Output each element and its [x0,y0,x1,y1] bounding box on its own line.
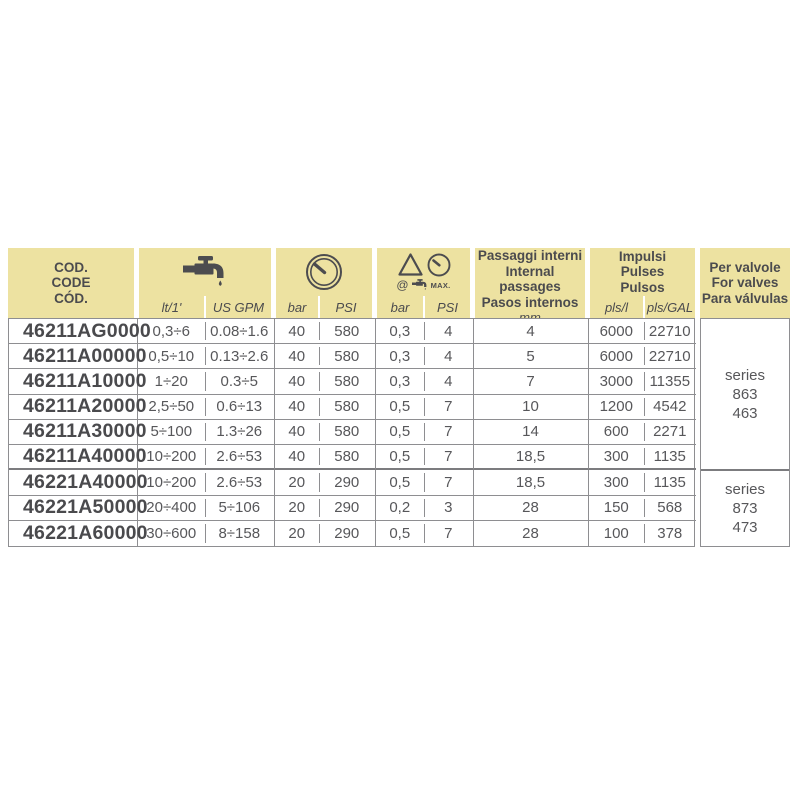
cell-lt: 2,5÷50 [138,395,206,420]
cell-plsgal: 4542 [644,395,696,420]
cell-dpsi: 7 [424,521,474,546]
cell-mm: 28 [474,496,589,521]
cell-bar: 40 [275,319,320,344]
header-code-line: COD. [54,259,88,275]
at-sign: @ [396,278,409,292]
cell-mm: 4 [474,319,589,344]
valve-series-column [700,318,790,547]
cell-lt: 0,5÷10 [138,344,206,369]
cell-lt: 10÷200 [138,445,206,470]
cell-mm: 28 [474,521,589,546]
cell-plsgal: 568 [644,496,696,521]
unit-us-gpm: US GPM [204,296,271,318]
cell-plsl: 6000 [589,319,645,344]
cell-dbar: 0,2 [376,496,425,521]
cell-dpsi: 4 [424,319,474,344]
cell-code: 46211A10000 [9,369,138,394]
cell-plsgal: 2271 [644,420,696,445]
header-code-line: CÓD. [54,290,88,306]
valves-labels [700,260,790,307]
cell-lt: 30÷600 [138,521,206,546]
cell-plsl: 3000 [589,369,645,394]
cell-dbar: 0,5 [376,420,425,445]
cell-bar: 20 [275,496,320,521]
cell-gpm: 5÷106 [205,496,275,521]
valve-series-cell [701,319,789,469]
cell-bar: 40 [275,344,320,369]
cell-psi: 580 [319,344,376,369]
valve-series-line: 473 [732,519,758,536]
unit-lt-per-min: lt/1' [161,299,182,315]
cell-plsl: 1200 [589,395,645,420]
valve-series-line: series [724,481,765,498]
cell-dpsi: 4 [424,369,474,394]
cell-plsgal: 22710 [644,344,696,369]
pulses-line: Pulses [620,264,665,280]
header-code-labels [8,260,134,307]
valves-line: Para válvulas [701,290,789,306]
cell-lt: 20÷400 [138,496,206,521]
cell-gpm: 2.6÷53 [205,470,275,495]
valve-series-line: 463 [732,404,758,422]
faucet-small-icon [412,279,428,291]
pressure-drop-units-row [377,296,470,318]
cell-dbar: 0,5 [376,521,425,546]
cell-bar: 20 [275,521,320,546]
cell-gpm: 0.08÷1.6 [205,319,275,344]
cell-dbar: 0,3 [376,319,425,344]
cell-code: 46211A40000 [9,445,138,470]
cell-mm: 14 [474,420,589,445]
cell-plsl: 100 [589,521,645,546]
faucet-icon [183,256,228,289]
cell-code: 46211A30000 [9,420,138,445]
cell-gpm: 1.3÷26 [205,420,275,445]
cell-dpsi: 7 [424,420,474,445]
cell-bar: 40 [275,420,320,445]
header-pressure-block [276,248,372,318]
cell-mm: 7 [474,369,589,394]
pressure-drop-icon-area [377,248,470,296]
cell-psi: 580 [319,395,376,420]
cell-gpm: 0.13÷2.6 [205,344,275,369]
header-passages-block [475,248,585,318]
cell-plsgal: 11355 [644,369,696,394]
cell-dbar: 0,5 [376,470,425,495]
cell-mm: 18,5 [474,445,589,470]
header-flow-block [139,248,271,318]
cell-plsl: 300 [589,470,645,495]
cell-lt: 0,3÷6 [138,319,206,344]
cell-dpsi: 3 [424,496,474,521]
cell-mm: 10 [474,395,589,420]
pulses-line: Impulsi [618,248,667,264]
valve-series-cell [701,469,789,546]
table-body [8,318,790,547]
cell-plsgal: 22710 [644,319,696,344]
cell-code: 46211A20000 [9,395,138,420]
cell-code: 46221A40000 [9,470,138,495]
cell-psi: 290 [319,496,376,521]
pulses-title-area [590,248,695,296]
cell-plsgal: 378 [657,524,683,542]
cell-dpsi: 4 [424,344,474,369]
cell-lt: 1÷20 [138,369,206,394]
cell-bar: 20 [275,470,320,495]
cell-plsl: 600 [589,420,645,445]
header-valves-block [700,248,790,318]
cell-dbar: 0,5 [376,445,425,470]
cell-dbar: 0,5 [376,395,425,420]
cell-gpm: 2.6÷53 [205,445,275,470]
valve-series-line: 863 [732,385,758,403]
max-label: MAX. [430,280,451,290]
cell-lt: 5÷100 [138,420,206,445]
pressure-units-row [276,296,372,318]
pressure-icon-area [276,248,372,296]
header-code-line: CODE [51,275,91,291]
cell-plsl: 300 [589,445,645,470]
spec-table [8,248,790,547]
cell-plsgal: 1135 [644,470,696,495]
passages-title-area [475,248,585,310]
cell-psi: 580 [319,319,376,344]
pulses-labels [619,249,666,296]
cell-bar: 40 [275,369,320,394]
cell-plsl: 6000 [589,344,645,369]
gauge-icon [305,253,343,291]
passages-labels [475,248,585,310]
valve-series-line: series [724,366,765,384]
valves-line: For valves [711,275,779,291]
passages-line: Internal passages [499,263,561,294]
flow-units-row [139,296,271,318]
cell-lt: 10÷200 [138,470,206,495]
cell-plsgal: 1135 [644,445,696,470]
cell-psi: 580 [319,420,376,445]
cell-gpm: 8÷158 [205,521,275,546]
passages-line: Passaggi interni [477,248,583,263]
cell-code: 46221A60000 [9,521,138,546]
cell-mm: 5 [474,344,589,369]
unit-pls-per-gal: pls/GAL [643,296,695,318]
header-pressure-drop-block [377,248,470,318]
unit-drop-bar: bar [390,299,410,315]
cell-bar: 40 [275,395,320,420]
gauge-small-icon [427,253,451,277]
cell-code: 46211AG0000 [9,319,138,344]
cell-psi: 580 [319,369,376,394]
at-max-row [396,278,450,292]
unit-psi: PSI [318,296,372,318]
cell-code: 46211A00000 [9,344,138,369]
cell-bar: 40 [275,445,320,470]
cell-dbar: 0,3 [376,344,425,369]
cell-gpm: 0.6÷13 [205,395,275,420]
cell-mm: 18,5 [474,470,589,495]
unit-bar: bar [287,299,307,315]
cell-code: 46221A50000 [9,496,138,521]
unit-drop-psi: PSI [423,296,470,318]
pulses-units-row [590,296,695,318]
delta-triangle-icon [397,252,424,277]
cell-dbar: 0,3 [376,369,425,394]
cell-psi: 290 [319,521,376,546]
pulses-line: Pulsos [620,279,665,295]
cell-gpm: 0.3÷5 [205,369,275,394]
header-code-block [8,248,134,318]
flow-icon-area [139,248,271,296]
valves-line: Per valvole [709,259,781,275]
cell-dpsi: 7 [424,445,474,470]
cell-plsl: 150 [589,496,645,521]
valve-series-line: 873 [732,500,758,517]
data-grid [8,318,695,547]
passages-line: Pasos internos [481,294,579,310]
cell-psi: 580 [319,445,376,470]
unit-pls-per-l: pls/l [604,299,629,315]
cell-psi: 290 [319,470,376,495]
table-header [8,248,790,318]
cell-dpsi: 7 [424,395,474,420]
cell-dpsi: 7 [424,470,474,495]
header-pulses-block [590,248,695,318]
